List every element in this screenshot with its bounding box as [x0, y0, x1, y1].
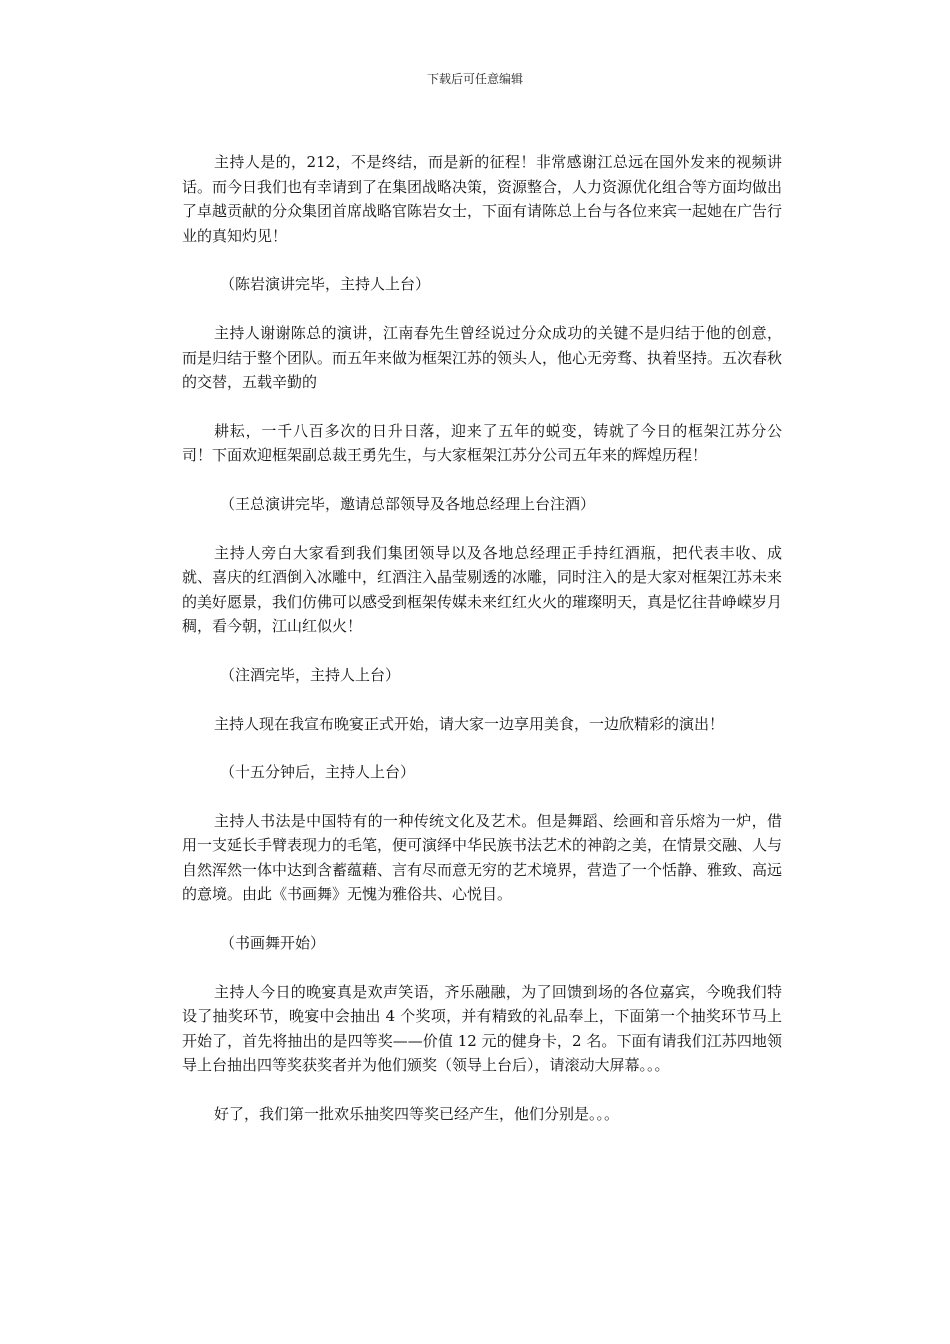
paragraph-6: 主持人书法是中国特有的一种传统文化及艺术。但是舞蹈、绘画和音乐熔为一炉，借用一支延长手臂表现力的毛笔，便可演绎中华民族书法艺术的神韵之美，在情景交融、人与自然浑然一体中达到含蓄蕴藉、言有尽而意无穷的艺术境界，营造了一个恬静、雅致、高远的意境。由此《书画舞》无愧为雅俗共、心悦目。 [182, 811, 783, 904]
document-body [182, 150, 782, 1151]
stage-direction-1: （陈岩演讲完毕，主持人上台） [220, 275, 431, 294]
paragraph-5: 主持人现在我宣布晚宴正式开始，请大家一边享用美食，一边欣精彩的演出！ [214, 714, 725, 733]
paragraph-8: 好了，我们第一批欢乐抽奖四等奖已经产生，他们分别是。。。 [214, 1105, 620, 1124]
page-header: 下载后可任意编辑 [426, 72, 523, 86]
paragraph-1: 主持人是的，212，不是终结，而是新的征程！非常感谢江总远在国外发来的视频讲话。而今日我们也有幸请到了在集团战略决策，资源整合，人力资源优化组合等方面均做出了卓越贡献的分众集团首席战略官陈岩女士，下面有请陈总上台与各位来宾一起她在广告行业的真知灼见！ [182, 153, 783, 245]
paragraph-3: 耕耘，一千八百多次的日升日落，迎来了五年的蜕变，铸就了今日的框架江苏分公司！下面欢迎框架副总裁王勇先生，与大家框架江苏分公司五年来的辉煌历程！ [182, 421, 782, 465]
paragraph-4: 主持人旁白大家看到我们集团领导以及各地总经理正手持红酒瓶，把代表丰收、成就、喜庆的红酒倒入冰雕中，红酒注入晶莹剔透的冰雕，同时注入的是大家对框架江苏未来的美好愿景，我们仿佛可以感受到框架传媒未来红红火火的璀璨明天，真是忆往昔峥嵘岁月稠，看今朝，江山红似火！ [182, 543, 783, 636]
stage-direction-2: （王总演讲完毕，邀请总部领导及各地总经理上台注酒） [220, 494, 596, 513]
stage-direction-3: （注酒完毕，主持人上台） [220, 665, 401, 684]
paragraph-2: 主持人谢谢陈总的演讲，江南春先生曾经说过分众成功的关键不是归结于他的创意，而是归结于整个团队。而五年来做为框架江苏的领头人，他心无旁骛、执着坚持。五次春秋的交替，五载辛勤的 [182, 323, 783, 392]
stage-direction-5: （书画舞开始） [220, 934, 326, 953]
paragraph-7: 主持人今日的晚宴真是欢声笑语，齐乐融融，为了回馈到场的各位嘉宾，今晚我们特设了抽奖环节，晚宴中会抽出 4 个奖项，并有精致的礼品奉上，下面第一个抽奖环节马上开始了，首先将抽出的是四等奖——价值 12 元的健身卡，2 名。下面有请我们江苏四地领导上台抽出四等奖获奖者并为他们颁奖（领导上台后），请滚动大屏幕。。。 [182, 982, 782, 1075]
stage-direction-4: （十五分钟后，主持人上台） [220, 763, 416, 782]
